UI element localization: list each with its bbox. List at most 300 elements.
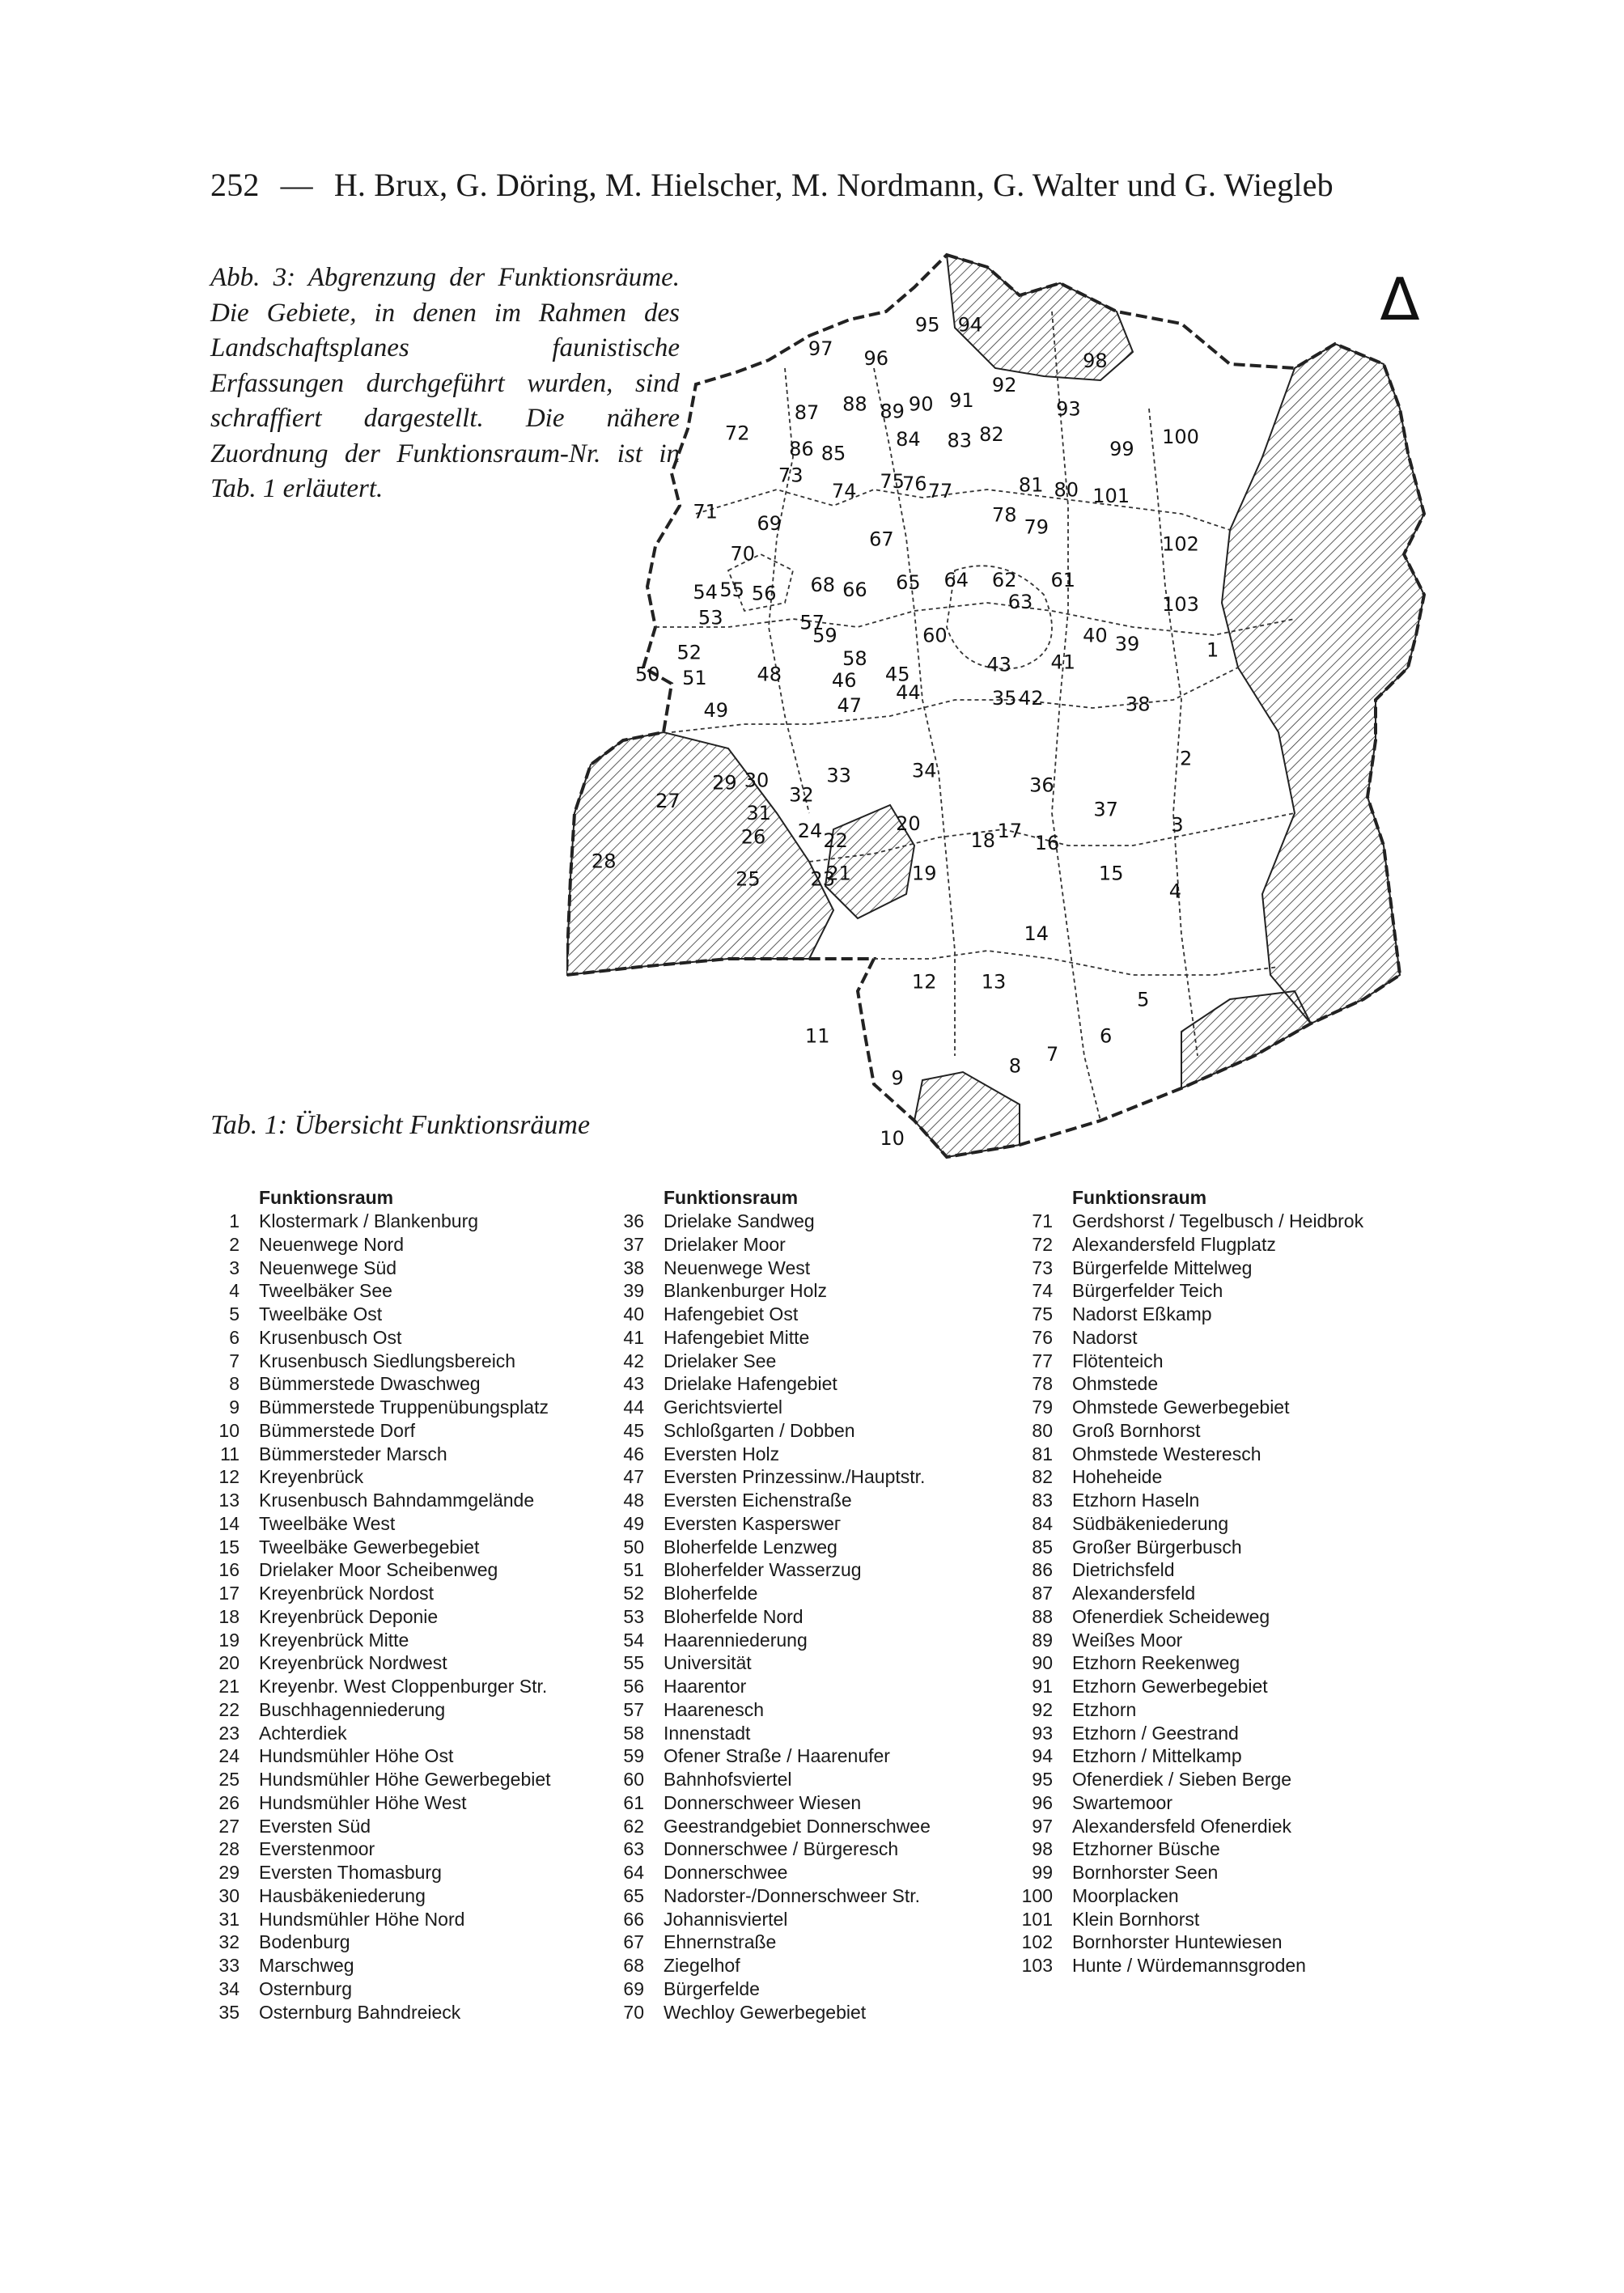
row-name: Tweelbäke Ost (259, 1303, 383, 1325)
row-number: 10 (218, 1419, 240, 1441)
row-number: 35 (218, 2001, 240, 2023)
map-area-label: 8 (1008, 1054, 1022, 1078)
map-area-label: 22 (823, 829, 848, 852)
row-name: Drielaker Moor Scheibenweg (259, 1559, 498, 1581)
map-area-label: 65 (896, 571, 921, 595)
table-row (599, 1768, 931, 1791)
row-name: Kreyenbrück Nordost (259, 1583, 435, 1604)
row-number: 72 (1032, 1233, 1053, 1255)
table-row (194, 1279, 551, 1303)
map-area-label: 50 (635, 663, 660, 686)
row-number: 38 (623, 1257, 644, 1278)
row-number: 32 (218, 1931, 240, 1953)
table-row (1007, 1396, 1363, 1419)
row-name: Etzhorner Büsche (1072, 1838, 1220, 1860)
row-number: 13 (218, 1490, 240, 1511)
row-name: Achterdiek (259, 1722, 347, 1744)
row-name: Bloherfelde (664, 1583, 758, 1604)
table-row (1007, 1698, 1363, 1722)
map-area-label: 100 (1162, 425, 1199, 448)
row-number: 92 (1032, 1698, 1053, 1720)
table-row (1007, 1443, 1363, 1466)
map-area-label: 7 (1045, 1042, 1059, 1066)
row-name: Bloherfelde Nord (664, 1605, 804, 1627)
row-name: Kreyenbrück Nordwest (259, 1652, 447, 1674)
row-name: Ziegelhof (664, 1955, 740, 1976)
figure-caption: Abb. 3: Abgrenzung der Funktionsräume. Die Gebiete, in denen im Rahmen des Landschaftsplanes faunistische Erfassungen durchgeführt wurden, sind schraffiert dargestellt. Die nähere Zuordnung der Funktionsraum-Nr. ist in Tab. 1 erläutert. (210, 263, 680, 503)
table-row (1007, 1931, 1363, 1954)
row-name: Weißes Moor (1072, 1629, 1183, 1651)
map-area-label: 37 (1093, 798, 1118, 821)
map-area-label: 38 (1125, 693, 1151, 716)
row-number: 46 (623, 1443, 644, 1464)
row-number: 62 (623, 1815, 644, 1837)
row-number: 86 (1032, 1559, 1053, 1581)
table-row (1007, 1675, 1363, 1698)
row-name: Hundsmühler Höhe Nord (259, 1908, 465, 1930)
row-name: Großer Bürgerbusch (1072, 1536, 1242, 1558)
map-area-label: 39 (1114, 633, 1140, 656)
row-name: Nadorst Eßkamp (1072, 1303, 1212, 1325)
row-name: Ohmstede Westeresch (1072, 1443, 1261, 1464)
map-area-label: 45 (884, 663, 910, 686)
row-number: 23 (218, 1722, 240, 1744)
row-number: 26 (218, 1791, 240, 1813)
table-row (599, 1419, 931, 1443)
row-number: 28 (218, 1838, 240, 1860)
table-row (1007, 1605, 1363, 1629)
row-number: 87 (1032, 1583, 1053, 1604)
row-name: Etzhorn Haseln (1072, 1490, 1200, 1511)
table-row (194, 1698, 551, 1722)
row-name: Bahnhofsviertel (664, 1769, 792, 1790)
table-row (194, 1931, 551, 1954)
table-row (599, 2001, 931, 2024)
map-area-label: 52 (676, 641, 702, 664)
map-area-label: 61 (1050, 569, 1076, 592)
table-row (599, 1954, 931, 1977)
row-name: Hausbäkeniederung (259, 1884, 426, 1906)
row-name: Etzhorn Gewerbegebiet (1072, 1676, 1268, 1697)
table-row (1007, 1629, 1363, 1652)
table-row (1007, 1744, 1363, 1768)
row-name: Ofenerdiek / Sieben Berge (1072, 1769, 1292, 1790)
row-name: Ofener Straße / Haarenufer (664, 1745, 890, 1767)
row-number: 83 (1032, 1490, 1053, 1511)
map-area-label: 58 (842, 647, 867, 670)
map-area-label: 63 (1007, 591, 1033, 613)
table-row (599, 1884, 931, 1908)
table-row (1007, 1326, 1363, 1350)
row-name: Etzhorn / Geestrand (1072, 1722, 1239, 1744)
map-area-label: 103 (1162, 593, 1199, 616)
table-row (1007, 1233, 1363, 1257)
row-number: 14 (218, 1512, 240, 1534)
district-map (566, 247, 1432, 1185)
table-row (599, 1489, 931, 1512)
table-row (599, 1303, 931, 1326)
row-name: Bümmerstede Truppenübungsplatz (259, 1397, 549, 1418)
map-area-label: 6 (1099, 1024, 1113, 1048)
map-area-label: 35 (991, 687, 1017, 710)
row-name: Hafengebiet Ost (664, 1303, 799, 1325)
row-number: 84 (1032, 1512, 1053, 1534)
row-number: 37 (623, 1233, 644, 1255)
row-name: Eversten Kasperswег (664, 1512, 842, 1534)
table-row (1007, 1768, 1363, 1791)
row-number: 17 (218, 1583, 240, 1604)
map-area-label: 10 (880, 1127, 905, 1150)
row-name: Alexandersfeld Ofenerdiek (1072, 1815, 1292, 1837)
map-area-label: 91 (949, 389, 974, 413)
table-row (599, 1536, 931, 1559)
map-area-label: 46 (831, 668, 857, 692)
row-number: 41 (623, 1326, 644, 1348)
row-number: 82 (1032, 1466, 1053, 1488)
map-area-label: 51 (682, 666, 707, 689)
row-number: 75 (1032, 1303, 1053, 1325)
table-row (194, 1884, 551, 1908)
row-number: 54 (623, 1629, 644, 1651)
map-area-label: 55 (719, 579, 744, 602)
table-row (599, 1651, 931, 1675)
row-number: 102 (1021, 1931, 1053, 1953)
row-name: Bümmerstede Dwaschweg (259, 1373, 481, 1395)
page-number: 252 (210, 167, 260, 203)
row-number: 7 (229, 1350, 240, 1371)
row-number: 96 (1032, 1791, 1053, 1813)
table-row (1007, 1954, 1363, 1977)
row-name: Südbäkeniederung (1072, 1512, 1229, 1534)
row-name: Tweelbäke West (259, 1512, 396, 1534)
table-row (599, 1396, 931, 1419)
table-row (1007, 1419, 1363, 1443)
table-row (194, 1908, 551, 1931)
row-name: Hafengebiet Mitte (664, 1326, 810, 1348)
map-area-label: 78 (991, 503, 1017, 527)
map-area-label: 26 (740, 825, 766, 849)
north-arrow-icon: Δ (1380, 265, 1420, 333)
table-row (194, 1651, 551, 1675)
table-column-3 (1007, 1185, 1363, 1977)
row-name: Kreyenbr. West Cloppenburger Str. (259, 1676, 548, 1697)
row-name: Kreyenbrück Deponie (259, 1605, 439, 1627)
map-area-label: 5 (1137, 988, 1150, 1011)
row-name: Marschweg (259, 1955, 354, 1976)
row-number: 98 (1032, 1838, 1053, 1860)
row-name: Bürgerfelde Mittelweg (1072, 1257, 1253, 1278)
row-number: 45 (623, 1419, 644, 1441)
row-name: Bümmersteder Marsch (259, 1443, 447, 1464)
map-area-label: 16 (1034, 832, 1060, 854)
row-number: 8 (229, 1373, 240, 1395)
row-name: Ofenerdiek Scheideweg (1072, 1605, 1270, 1627)
row-name: Eversten Holz (664, 1443, 780, 1464)
row-number: 68 (623, 1955, 644, 1976)
map-area-label: 72 (724, 422, 750, 445)
row-number: 61 (623, 1791, 644, 1813)
table-row (599, 1931, 931, 1954)
row-name: Klostermark / Blankenburg (259, 1210, 479, 1231)
map-area-label: 88 (842, 392, 867, 416)
row-name: Eversten Prinzessinw./Hauptstr. (664, 1466, 926, 1488)
row-number: 15 (218, 1536, 240, 1558)
row-name: Geestrandgebiet Donnerschwee (664, 1815, 931, 1837)
row-name: Ohmstede (1072, 1373, 1159, 1395)
table-row (599, 1350, 931, 1373)
row-number: 97 (1032, 1815, 1053, 1837)
table-row (599, 1558, 931, 1582)
row-name: Klein Bornhorst (1072, 1908, 1200, 1930)
map-area-label: 70 (730, 542, 756, 566)
row-number: 49 (623, 1512, 644, 1534)
table-row (599, 1861, 931, 1884)
table-row (1007, 1582, 1363, 1605)
map-area-label: 62 (991, 569, 1017, 592)
map-area-label: 27 (655, 789, 681, 812)
table-row (194, 1512, 551, 1536)
row-number: 53 (623, 1605, 644, 1627)
row-number: 94 (1032, 1745, 1053, 1767)
table-row (599, 1605, 931, 1629)
table-row (194, 1744, 551, 1768)
row-name: Tweelbäke Gewerbegebiet (259, 1536, 480, 1558)
map-area-label: 57 (799, 611, 825, 634)
row-number: 90 (1032, 1652, 1053, 1674)
authors: H. Brux, G. Döring, M. Hielscher, M. Nordmann, G. Walter und G. Wiegleb (333, 167, 1334, 203)
map-area-label: 96 (863, 347, 889, 370)
row-number: 42 (623, 1350, 644, 1371)
table-row (194, 1605, 551, 1629)
row-number: 85 (1032, 1536, 1053, 1558)
row-number: 66 (623, 1908, 644, 1930)
row-number: 103 (1021, 1955, 1053, 1976)
table-row (194, 1536, 551, 1559)
table-row (599, 1233, 931, 1257)
map-area-label: 23 (810, 867, 836, 891)
running-head (210, 166, 1334, 204)
table-row (1007, 1722, 1363, 1745)
table-row (194, 1791, 551, 1815)
table-row (1007, 1791, 1363, 1815)
row-number: 43 (623, 1373, 644, 1395)
table-column-1 (194, 1185, 551, 2024)
row-name: Krusenbusch Siedlungsbereich (259, 1350, 516, 1371)
row-name: Schloßgarten / Dobben (664, 1419, 855, 1441)
table-row (194, 1629, 551, 1652)
row-name: Neuenwege West (664, 1257, 811, 1278)
row-name: Hundsmühler Höhe Ost (259, 1745, 454, 1767)
map-area-label: 24 (797, 820, 823, 843)
row-name: Gerichtsviertel (664, 1397, 782, 1418)
map-area-label: 12 (911, 970, 937, 994)
row-name: Universität (664, 1652, 752, 1674)
row-name: Kreyenbrück Mitte (259, 1629, 409, 1651)
map-area-label: 89 (880, 400, 905, 423)
table-row (194, 1489, 551, 1512)
row-number: 101 (1021, 1908, 1053, 1930)
row-name: Innenstadt (664, 1722, 751, 1744)
table-row (1007, 1279, 1363, 1303)
table-row (194, 1837, 551, 1861)
row-number: 67 (623, 1931, 644, 1953)
row-name: Krusenbusch Ost (259, 1326, 402, 1348)
row-name: Bornhorster Huntewiesen (1072, 1931, 1283, 1953)
table-row (194, 1954, 551, 1977)
row-number: 18 (218, 1605, 240, 1627)
table-row (1007, 1558, 1363, 1582)
header-separator: — (280, 167, 313, 203)
row-name: Haarenniederung (664, 1629, 808, 1651)
row-number: 74 (1032, 1280, 1053, 1302)
map-area-label: 11 (804, 1024, 830, 1048)
row-number: 6 (229, 1326, 240, 1348)
row-number: 69 (623, 1977, 644, 1999)
map-area-label: 41 (1050, 651, 1076, 674)
map-area-label: 64 (943, 569, 969, 592)
map-area-label: 28 (591, 850, 617, 873)
map-area-label: 17 (997, 820, 1023, 843)
column-header: Funktionsraum (1072, 1187, 1207, 1208)
map-area-label: 44 (896, 680, 921, 704)
table-row (599, 1675, 931, 1698)
row-number: 60 (623, 1769, 644, 1790)
map-area-label: 66 (842, 579, 867, 602)
table-row (194, 1326, 551, 1350)
row-number: 9 (229, 1397, 240, 1418)
map-area-label: 92 (991, 373, 1017, 396)
table-row (599, 1257, 931, 1280)
map-area-label: 101 (1092, 484, 1130, 507)
table-row (194, 1977, 551, 2001)
table-row (599, 1443, 931, 1466)
row-name: Drielaker See (664, 1350, 777, 1371)
row-number: 65 (623, 1884, 644, 1906)
map-area-label: 94 (957, 313, 983, 337)
map-area-label: 67 (869, 528, 894, 551)
table-row (599, 1629, 931, 1652)
table-row (599, 1210, 931, 1233)
table-row (194, 1443, 551, 1466)
table-row (194, 1303, 551, 1326)
row-name: Bodenburg (259, 1931, 350, 1953)
row-name: Nadorster-/Donnerschweer Str. (664, 1884, 921, 1906)
table-row (599, 1908, 931, 1931)
map-area-label: 2 (1179, 747, 1193, 770)
row-number: 1 (229, 1210, 240, 1231)
row-number: 55 (623, 1652, 644, 1674)
map-area-label: 18 (970, 829, 996, 852)
row-name: Drielaker Moor (664, 1233, 786, 1255)
map-area-label: 98 (1083, 350, 1108, 372)
map-area-label: 84 (896, 427, 921, 451)
row-number: 73 (1032, 1257, 1053, 1278)
map-area-label: 60 (922, 624, 948, 647)
map-area-label: 40 (1083, 624, 1108, 647)
map-area-label: 31 (746, 801, 771, 824)
map-area-label: 48 (757, 663, 782, 686)
row-name: Hunte / Würdemannsgroden (1072, 1955, 1306, 1976)
map-area-label: 3 (1171, 813, 1184, 837)
table-row (599, 1977, 931, 2001)
row-name: Wechloy Gewerbegebiet (664, 2001, 867, 2023)
row-name: Alexandersfeld Flugplatz (1072, 1233, 1276, 1255)
row-name: Hoheheide (1072, 1466, 1163, 1488)
row-name: Hundsmühler Höhe Gewerbegebiet (259, 1769, 551, 1790)
table-row (194, 1419, 551, 1443)
row-number: 5 (229, 1303, 240, 1325)
row-number: 20 (218, 1652, 240, 1674)
table-row (599, 1465, 931, 1489)
table-row (194, 1350, 551, 1373)
map-area-label: 99 (1109, 437, 1134, 460)
table-row (194, 1582, 551, 1605)
table-row (194, 1210, 551, 1233)
map-area-label: 77 (927, 479, 953, 502)
map-area-label: 90 (908, 392, 934, 416)
table-title: Tab. 1: Übersicht Funktionsräume (210, 1110, 591, 1140)
row-number: 80 (1032, 1419, 1053, 1441)
map-area-label: 102 (1162, 532, 1199, 556)
column-header: Funktionsraum (664, 1187, 799, 1208)
table-row (1007, 1372, 1363, 1396)
table-row (194, 1372, 551, 1396)
table-row (194, 1861, 551, 1884)
map-area-label: 69 (757, 512, 782, 536)
row-number: 63 (623, 1838, 644, 1860)
row-number: 70 (623, 2001, 644, 2023)
table-row (1007, 1210, 1363, 1233)
table-row (599, 1698, 931, 1722)
map-area-label: 81 (1018, 473, 1044, 497)
table-row (1007, 1837, 1363, 1861)
row-name: Eversten Eichenstraße (664, 1490, 852, 1511)
map-area-label: 85 (820, 442, 846, 465)
map-area-label: 54 (693, 581, 718, 604)
row-number: 79 (1032, 1397, 1053, 1418)
row-number: 40 (623, 1303, 644, 1325)
row-number: 81 (1032, 1443, 1053, 1464)
row-name: Krusenbusch Bahndammgelände (259, 1490, 535, 1511)
row-name: Swartemoor (1072, 1791, 1172, 1813)
row-number: 51 (623, 1559, 644, 1581)
table-row (599, 1582, 931, 1605)
row-name: Osternburg Bahndreieck (259, 2001, 461, 2023)
row-number: 27 (218, 1815, 240, 1837)
row-name: Dietrichsfeld (1072, 1559, 1175, 1581)
row-name: Eversten Süd (259, 1815, 371, 1837)
row-number: 25 (218, 1769, 240, 1790)
map-area-label: 82 (979, 422, 1004, 446)
row-name: Etzhorn Reekenweg (1072, 1652, 1240, 1674)
row-name: Haarenesch (664, 1698, 765, 1720)
row-number: 56 (623, 1676, 644, 1697)
row-number: 31 (218, 1908, 240, 1930)
row-name: Nadorst (1072, 1326, 1138, 1348)
table-row (599, 1326, 931, 1350)
map-area-label: 74 (831, 479, 857, 502)
map-area-label: 19 (911, 862, 937, 885)
row-name: Groß Bornhorst (1072, 1419, 1201, 1441)
row-name: Etzhorn / Mittelkamp (1072, 1745, 1242, 1767)
row-number: 91 (1032, 1676, 1053, 1697)
map-area-label: 97 (808, 337, 833, 361)
row-name: Kreyenbrück (259, 1466, 364, 1488)
row-name: Donnerschweer Wiesen (664, 1791, 862, 1813)
row-name: Bürgerfelde (664, 1977, 760, 1999)
table-row (599, 1279, 931, 1303)
map-area-label: 34 (911, 759, 937, 782)
